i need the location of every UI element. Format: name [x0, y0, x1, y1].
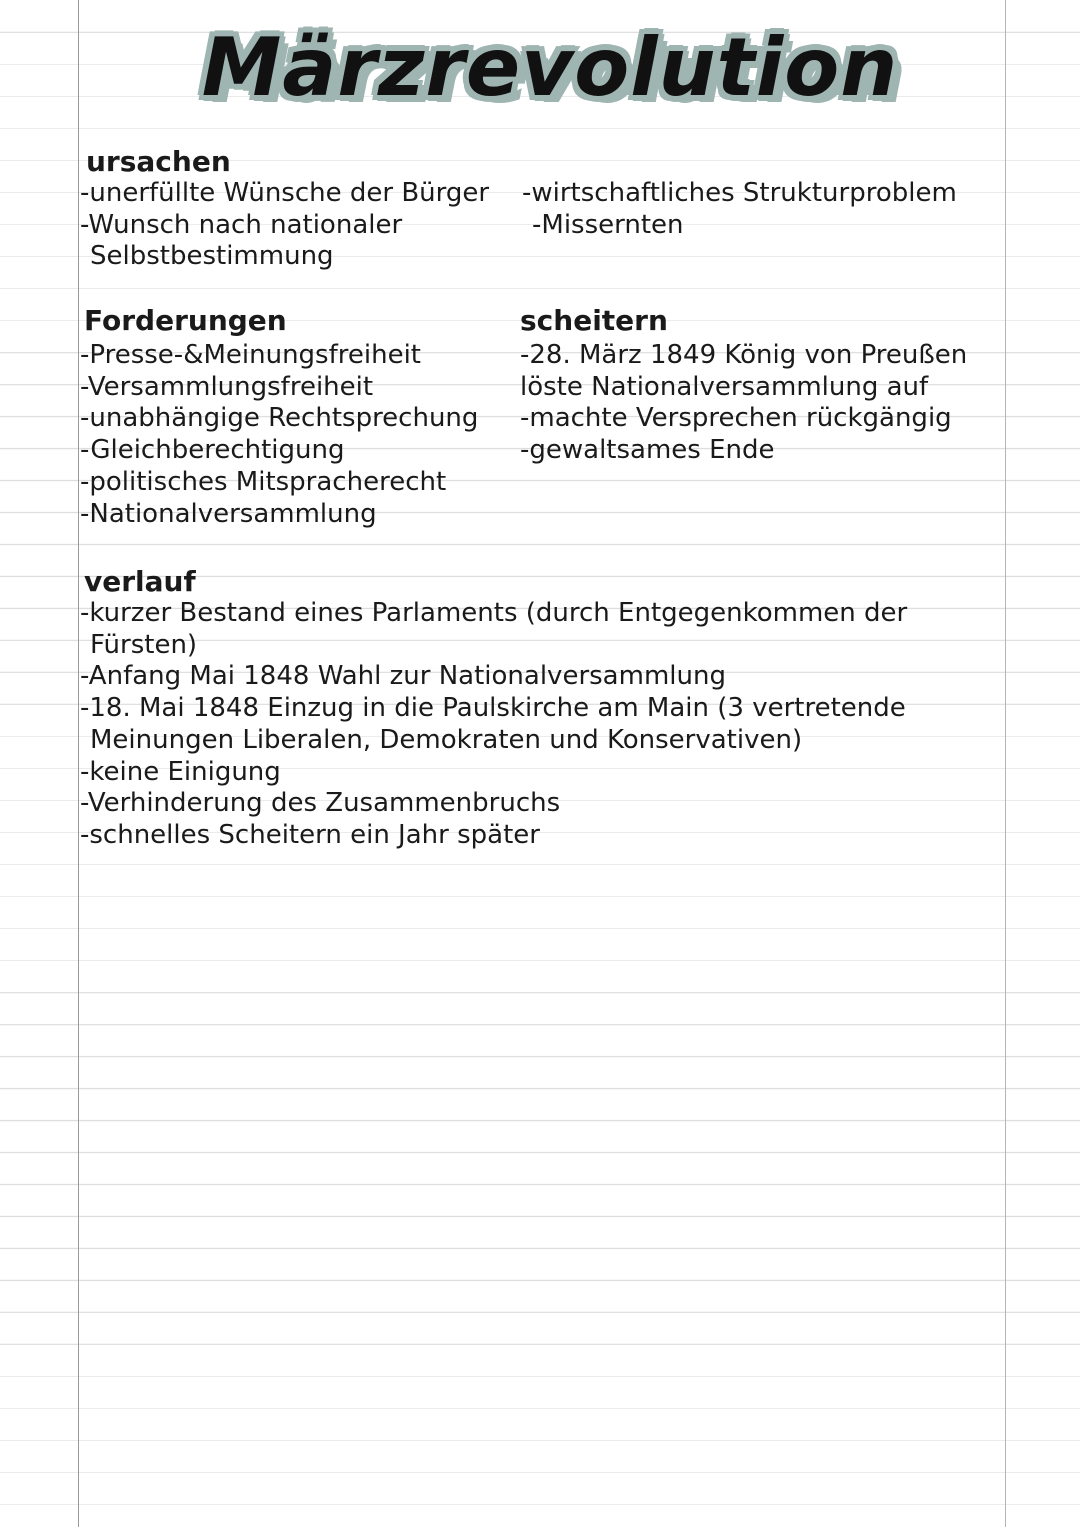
list-item: Fürsten) — [90, 629, 198, 660]
verlauf-list — [80, 598, 907, 852]
list-item: Meinungen Liberalen, Demokraten und Konservativen) — [90, 724, 803, 755]
right-margin-line — [1005, 0, 1006, 1527]
list-item: Selbstbestimmung — [90, 241, 334, 272]
forderungen-section — [84, 305, 287, 337]
list-item: -schnelles Scheitern ein Jahr später — [80, 819, 540, 850]
list-item: -gewaltsames Ende — [520, 435, 775, 466]
list-item: löste Nationalversammlung auf — [520, 371, 929, 402]
scheitern-section — [520, 305, 668, 337]
list-item: -Missernten — [532, 209, 684, 240]
scheitern-list — [520, 340, 967, 467]
list-item: -18. Mai 1848 Einzug in die Paulskirche am Main (3 vertretende — [80, 693, 906, 724]
list-item: -wirtschaftliches Strukturproblem — [522, 178, 957, 208]
list-item: -Gleichberechtigung — [80, 435, 345, 466]
list-item: -Nationalversammlung — [80, 498, 377, 529]
scheitern-heading: scheitern — [520, 304, 668, 337]
list-item: -Presse-&Meinungsfreiheit — [80, 340, 421, 370]
list-item: -unabhängige Rechtsprechung — [80, 403, 479, 434]
ursachen-left-list — [80, 178, 489, 273]
list-item: -keine Einigung — [80, 756, 281, 787]
list-item: -Verhinderung des Zusammenbruchs — [80, 788, 561, 819]
forderungen-list — [80, 340, 478, 530]
verlauf-section — [84, 566, 196, 598]
verlauf-heading: verlauf — [84, 565, 196, 598]
ursachen-heading: ursachen — [86, 145, 231, 178]
list-item: -Anfang Mai 1848 Wahl zur Nationalversammlung — [80, 661, 726, 692]
list-item: -machte Versprechen rückgängig — [520, 403, 952, 434]
forderungen-heading: Forderungen — [84, 304, 287, 337]
page-title: Märzrevolution — [201, 21, 899, 114]
left-margin-line — [78, 0, 79, 1527]
list-item: -Wunsch nach nationaler — [80, 209, 403, 240]
list-item: -politisches Mitspracherecht — [80, 466, 447, 497]
list-item: -unerfüllte Wünsche der Bürger — [80, 178, 490, 208]
list-item: -kurzer Bestand eines Parlaments (durch Entgegenkommen der — [80, 598, 908, 628]
list-item: -Versammlungsfreiheit — [80, 371, 374, 402]
ursachen-right-list — [522, 178, 957, 241]
ursachen-section — [86, 146, 231, 178]
list-item: -28. März 1849 König von Preußen — [520, 340, 968, 370]
